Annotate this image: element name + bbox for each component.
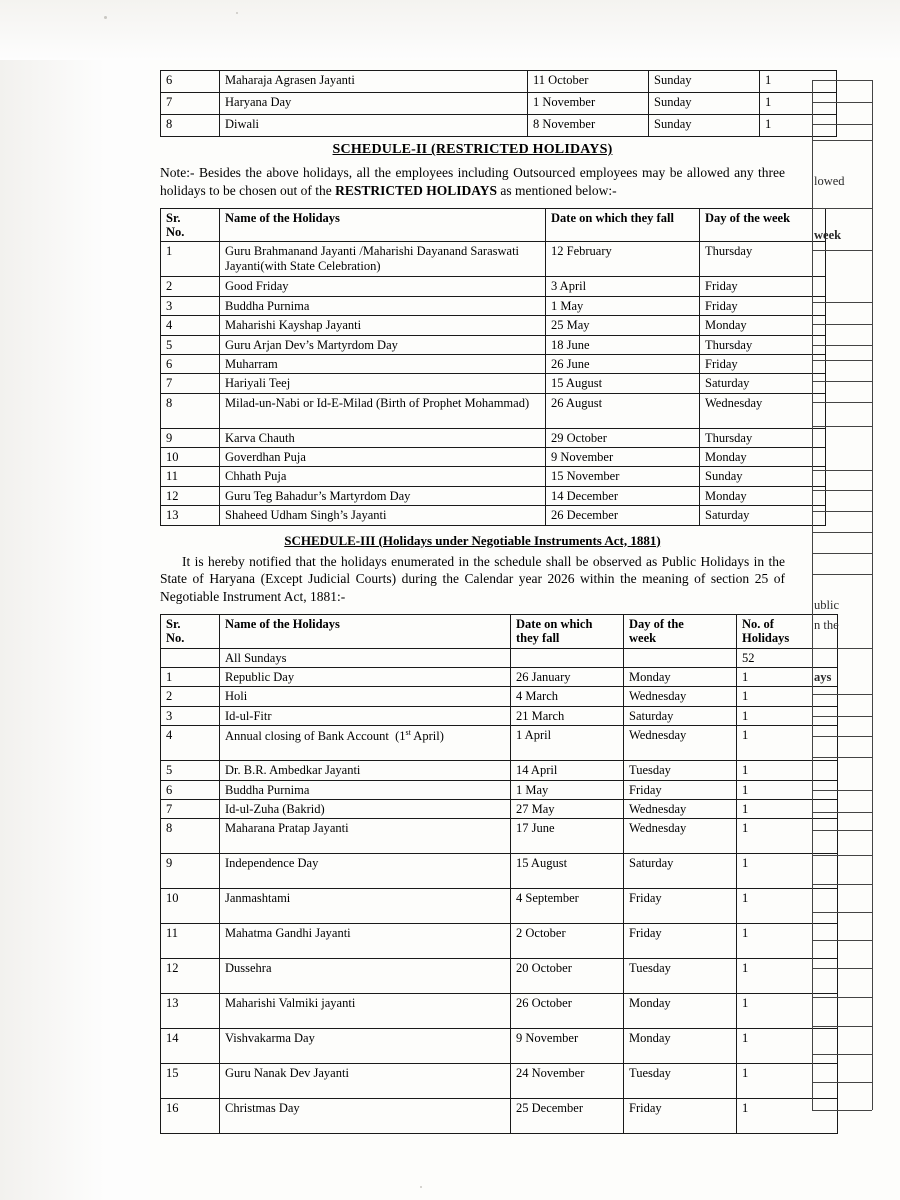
header-sr-line2: No. — [166, 225, 185, 239]
cell-sr: 13 — [161, 994, 220, 1029]
cell-name: All Sundays — [220, 648, 511, 667]
cell-name: Republic Day — [220, 668, 511, 687]
cell-name: Maharishi Valmiki jayanti — [220, 994, 511, 1029]
cell-date: 1 April — [511, 726, 624, 761]
cell-date: 3 April — [546, 277, 700, 296]
cell-day: Monday — [700, 486, 826, 505]
table-header-row — [161, 208, 826, 242]
cell-day: Saturday — [624, 854, 737, 889]
cell-count: 1 — [760, 93, 837, 115]
cell-day: Monday — [700, 448, 826, 467]
cell-sr: 8 — [161, 393, 220, 428]
bleed-vertical-rule — [812, 80, 813, 1110]
cell-name: Buddha Purnima — [220, 296, 546, 315]
bleed-text: lowed — [814, 174, 845, 188]
bleed-line — [812, 574, 872, 575]
cell-count: 1 — [737, 1099, 838, 1134]
bleed-line — [812, 997, 872, 998]
cell-count: 1 — [737, 924, 838, 959]
restricted-holidays-body — [161, 242, 826, 525]
cell-name: Hariyali Teej — [220, 374, 546, 393]
cell-sr: 2 — [161, 687, 220, 706]
ni-table-header — [161, 614, 838, 648]
cell-date: 2 October — [511, 924, 624, 959]
cell-name: Guru Brahmanand Jayanti /Maharishi Dayanand Saraswati Jayanti(with State Celebration) — [220, 242, 546, 277]
cell-sr: 2 — [161, 277, 220, 296]
cell-sr: 7 — [161, 374, 220, 393]
bleed-text: ays — [814, 670, 832, 684]
cell-sr: 6 — [161, 780, 220, 799]
cell-sr: 12 — [161, 486, 220, 505]
header-day-line2: week — [629, 631, 657, 646]
cell-day: Wednesday — [624, 726, 737, 761]
bleed-text: ublic — [814, 598, 839, 612]
cell-date: 4 September — [511, 889, 624, 924]
cell-date: 15 November — [546, 467, 700, 486]
bleed-line — [812, 736, 872, 737]
bleed-line — [812, 402, 872, 403]
page-bleed-edge — [800, 0, 900, 1200]
cell-sr: 4 — [161, 726, 220, 761]
cell-name: Dr. B.R. Ambedkar Jayanti — [220, 761, 511, 780]
scan-shadow-top — [0, 0, 900, 60]
bleed-line — [812, 830, 872, 831]
cell-date: 27 May — [511, 799, 624, 818]
cell-count: 1 — [737, 819, 838, 854]
table-row — [161, 467, 826, 486]
note-text-part1: Note:- Besides the above holidays, all the employees including Outsourced employees may be allowed any three holidays to be chosen out of the — [160, 165, 785, 198]
bleed-line — [812, 490, 872, 491]
cell-sr: 1 — [161, 242, 220, 277]
cell-sr: 14 — [161, 1029, 220, 1064]
cell-day — [624, 648, 737, 667]
cell-day: Friday — [624, 780, 737, 799]
cell-sr: 9 — [161, 428, 220, 447]
table-row — [161, 374, 826, 393]
cell-count: 1 — [737, 726, 838, 761]
schedule-2-title: SCHEDULE-II (RESTRICTED HOLIDAYS) — [332, 142, 613, 157]
cell-day: Thursday — [700, 428, 826, 447]
cell-day: Friday — [624, 1099, 737, 1134]
table-row — [161, 115, 837, 137]
header-date — [511, 614, 624, 648]
cell-sr: 13 — [161, 506, 220, 525]
cell-name: Independence Day — [220, 854, 511, 889]
cell-day: Sunday — [649, 71, 760, 93]
table-header-row — [161, 614, 838, 648]
ni-table-body — [161, 648, 838, 1134]
cell-day: Friday — [624, 924, 737, 959]
cell-name: Janmashtami — [220, 889, 511, 924]
table-row — [161, 726, 838, 761]
cell-name: Shaheed Udham Singh’s Jayanti — [220, 506, 546, 525]
bleed-line — [812, 208, 872, 209]
table-row — [161, 854, 838, 889]
cell-date: 21 March — [511, 706, 624, 725]
cell-date — [511, 648, 624, 667]
cell-day: Saturday — [700, 374, 826, 393]
cell-count: 1 — [737, 799, 838, 818]
cell-count: 1 — [737, 668, 838, 687]
cell-date: 9 November — [511, 1029, 624, 1064]
cell-date: 26 June — [546, 354, 700, 373]
bleed-line — [812, 694, 872, 695]
cell-date: 1 November — [528, 93, 649, 115]
cell-date: 14 December — [546, 486, 700, 505]
cell-sr: 4 — [161, 316, 220, 335]
scan-speck — [420, 1186, 422, 1188]
bleed-line — [812, 1082, 872, 1083]
header-name: Name of the Holidays — [220, 614, 511, 648]
cell-name: Guru Arjan Dev’s Martyrdom Day — [220, 335, 546, 354]
cell-sr: 6 — [161, 71, 220, 93]
bleed-line — [812, 1054, 872, 1055]
cell-day: Friday — [700, 354, 826, 373]
cell-name: Milad-un-Nabi or Id-E-Milad (Birth of Prophet Mohammad) — [220, 393, 546, 428]
table-row — [161, 335, 826, 354]
bleed-text: week — [814, 228, 842, 242]
cell-sr: 16 — [161, 1099, 220, 1134]
cell-name: Vishvakarma Day — [220, 1029, 511, 1064]
cell-name: Guru Nanak Dev Jayanti — [220, 1064, 511, 1099]
header-day-line1: Day of the — [629, 616, 684, 631]
cell-name: Dussehra — [220, 959, 511, 994]
cell-name: Buddha Purnima — [220, 780, 511, 799]
bleed-line — [812, 345, 872, 346]
bleed-line — [812, 855, 872, 856]
cell-date: 8 November — [528, 115, 649, 137]
cell-day: Monday — [700, 316, 826, 335]
cell-count: 1 — [737, 687, 838, 706]
table-row — [161, 71, 837, 93]
header-sr-line1: Sr. — [166, 210, 181, 225]
cell-day: Thursday — [700, 335, 826, 354]
cell-count: 1 — [737, 959, 838, 994]
bleed-line — [812, 553, 872, 554]
header-sr-line1: Sr. — [166, 616, 181, 631]
cell-name: Christmas Day — [220, 1099, 511, 1134]
table-row — [161, 93, 837, 115]
cell-date: 11 October — [528, 71, 649, 93]
table-row — [161, 959, 838, 994]
cell-date: 26 October — [511, 994, 624, 1029]
cell-date: 1 May — [511, 780, 624, 799]
table-row — [161, 448, 826, 467]
cell-day: Sunday — [649, 93, 760, 115]
cell-day: Tuesday — [624, 959, 737, 994]
table-row — [161, 1029, 838, 1064]
bleed-line — [812, 470, 872, 471]
cell-day: Thursday — [700, 242, 826, 277]
cell-name: Annual closing of Bank Account (1st April) — [220, 726, 511, 761]
cell-count: 1 — [737, 761, 838, 780]
cell-date: 17 June — [511, 819, 624, 854]
table-row — [161, 687, 838, 706]
bleed-line — [812, 102, 872, 103]
cell-name: Maharishi Kayshap Jayanti — [220, 316, 546, 335]
cell-name: Goverdhan Puja — [220, 448, 546, 467]
bleed-line — [812, 324, 872, 325]
bleed-line — [812, 648, 872, 649]
bleed-line — [812, 80, 872, 81]
cell-day: Sunday — [700, 467, 826, 486]
cell-date: 26 January — [511, 668, 624, 687]
document-content — [160, 70, 791, 1134]
bleed-line — [812, 381, 872, 382]
bleed-line — [812, 968, 872, 969]
cell-day: Friday — [624, 889, 737, 924]
cell-day: Tuesday — [624, 1064, 737, 1099]
cell-date: 15 August — [511, 854, 624, 889]
table-row — [161, 761, 838, 780]
table-row — [161, 296, 826, 315]
bleed-line — [812, 940, 872, 941]
bleed-line — [812, 302, 872, 303]
cell-day: Monday — [624, 1029, 737, 1064]
table-row — [161, 994, 838, 1029]
header-sr-line2: No. — [166, 631, 185, 646]
cell-day: Wednesday — [624, 687, 737, 706]
table-row — [161, 648, 838, 667]
scan-shadow-left — [0, 0, 150, 1200]
cell-sr: 10 — [161, 889, 220, 924]
table-row — [161, 354, 826, 373]
cell-date: 15 August — [546, 374, 700, 393]
cell-date: 24 November — [511, 1064, 624, 1099]
cell-sr — [161, 648, 220, 667]
header-sr — [161, 614, 220, 648]
scan-speck — [236, 12, 238, 14]
cell-sr: 7 — [161, 799, 220, 818]
cell-day: Wednesday — [624, 799, 737, 818]
schedule-3-title: SCHEDULE-III (Holidays under Negotiable Instruments Act, 1881) — [284, 532, 661, 548]
cell-sr: 11 — [161, 467, 220, 486]
cell-day: Friday — [700, 277, 826, 296]
schedule-1-tail-body — [161, 71, 837, 137]
bleed-vertical-rule — [872, 80, 873, 1110]
cell-date: 20 October — [511, 959, 624, 994]
cell-day: Saturday — [624, 706, 737, 725]
cell-sr: 7 — [161, 93, 220, 115]
cell-day: Sunday — [649, 115, 760, 137]
cell-name: Guru Teg Bahadur’s Martyrdom Day — [220, 486, 546, 505]
cell-count: 1 — [737, 780, 838, 799]
cell-sr: 8 — [161, 115, 220, 137]
cell-day: Monday — [624, 994, 737, 1029]
cell-count: 1 — [737, 854, 838, 889]
bleed-line — [812, 716, 872, 717]
cell-name: Karva Chauth — [220, 428, 546, 447]
bleed-line — [812, 912, 872, 913]
cell-sr: 10 — [161, 448, 220, 467]
bleed-line — [812, 124, 872, 125]
cell-date: 9 November — [546, 448, 700, 467]
schedule-2-note — [160, 164, 785, 200]
table-row — [161, 668, 838, 687]
header-date: Date on which they fall — [546, 208, 700, 242]
table-row — [161, 277, 826, 296]
cell-sr: 8 — [161, 819, 220, 854]
note-text-part2: as mentioned below:- — [497, 182, 617, 198]
cell-date: 26 August — [546, 393, 700, 428]
table-row — [161, 819, 838, 854]
cell-sr: 11 — [161, 924, 220, 959]
cell-name: Id-ul-Fitr — [220, 706, 511, 725]
cell-date: 12 February — [546, 242, 700, 277]
header-day — [624, 614, 737, 648]
cell-day: Monday — [624, 668, 737, 687]
cell-count: 1 — [737, 1029, 838, 1064]
note-text-bold: RESTRICTED HOLIDAYS — [335, 182, 498, 198]
cell-sr: 5 — [161, 761, 220, 780]
cell-count: 1 — [737, 994, 838, 1029]
bleed-line — [812, 140, 872, 141]
header-day: Day of the week — [700, 208, 826, 242]
restricted-holidays-header — [161, 208, 826, 242]
table-row — [161, 428, 826, 447]
cell-name: Mahatma Gandhi Jayanti — [220, 924, 511, 959]
cell-count: 52 — [737, 648, 838, 667]
bleed-line — [812, 1026, 872, 1027]
cell-name: Chhath Puja — [220, 467, 546, 486]
cell-name: Maharana Pratap Jayanti — [220, 819, 511, 854]
cell-day: Tuesday — [624, 761, 737, 780]
cell-date: 26 December — [546, 506, 700, 525]
cell-day: Friday — [700, 296, 826, 315]
table-row — [161, 1099, 838, 1134]
cell-date: 4 March — [511, 687, 624, 706]
table-row — [161, 316, 826, 335]
cell-count: 1 — [737, 706, 838, 725]
cell-date: 25 December — [511, 1099, 624, 1134]
cell-count: 1 — [737, 889, 838, 924]
cell-count: 1 — [760, 71, 837, 93]
bleed-line — [812, 426, 872, 427]
table-row — [161, 486, 826, 505]
cell-sr: 15 — [161, 1064, 220, 1099]
cell-sr: 3 — [161, 706, 220, 725]
bleed-line — [812, 532, 872, 533]
cell-count: 1 — [737, 1064, 838, 1099]
cell-sr: 12 — [161, 959, 220, 994]
table-row — [161, 1064, 838, 1099]
bleed-line — [812, 511, 872, 512]
bleed-line — [812, 884, 872, 885]
cell-day: Wednesday — [624, 819, 737, 854]
bleed-line — [812, 360, 872, 361]
header-name: Name of the Holidays — [220, 208, 546, 242]
cell-date: 29 October — [546, 428, 700, 447]
cell-name: Id-ul-Zuha (Bakrid) — [220, 799, 511, 818]
cell-date: 25 May — [546, 316, 700, 335]
header-sr — [161, 208, 220, 242]
cell-count: 1 — [760, 115, 837, 137]
cell-name: Maharaja Agrasen Jayanti — [220, 71, 528, 93]
table-row — [161, 393, 826, 428]
cell-sr: 3 — [161, 296, 220, 315]
cell-name: Haryana Day — [220, 93, 528, 115]
bleed-line — [812, 757, 872, 758]
cell-sr: 9 — [161, 854, 220, 889]
cell-day: Wednesday — [700, 393, 826, 428]
cell-sr: 1 — [161, 668, 220, 687]
header-date-line1: Date on which — [516, 616, 593, 631]
cell-sr: 5 — [161, 335, 220, 354]
cell-date: 18 June — [546, 335, 700, 354]
cell-name: Good Friday — [220, 277, 546, 296]
table-row — [161, 924, 838, 959]
header-count-line2: Holidays — [742, 631, 790, 646]
cell-name: Diwali — [220, 115, 528, 137]
negotiable-instruments-table — [160, 614, 838, 1134]
table-row — [161, 780, 838, 799]
cell-name: Muharram — [220, 354, 546, 373]
bleed-line — [812, 250, 872, 251]
bleed-line — [812, 1110, 872, 1111]
bleed-line — [812, 790, 872, 791]
paragraph-text: It is hereby notified that the holidays enumerated in the schedule shall be observed as Public Holidays in the State of Haryana (Except Judicial Courts) during the Calendar year 2026 within the meaning of section 25 of Negotiable Instrument Act, 1881:- — [160, 553, 785, 605]
scan-speck — [104, 16, 107, 19]
cell-day: Saturday — [700, 506, 826, 525]
restricted-holidays-table — [160, 208, 826, 526]
schedule-1-tail-table — [160, 70, 837, 137]
cell-name: Holi — [220, 687, 511, 706]
bleed-line — [812, 812, 872, 813]
table-row — [161, 506, 826, 525]
cell-sr: 6 — [161, 354, 220, 373]
header-count-line1: No. of — [742, 616, 774, 631]
table-row — [161, 799, 838, 818]
cell-date: 14 April — [511, 761, 624, 780]
cell-date: 1 May — [546, 296, 700, 315]
table-row — [161, 242, 826, 277]
header-date-line2: they fall — [516, 631, 560, 646]
table-row — [161, 706, 838, 725]
bleed-text: n the — [814, 618, 839, 632]
table-row — [161, 889, 838, 924]
schedule-3-paragraph — [160, 553, 785, 606]
